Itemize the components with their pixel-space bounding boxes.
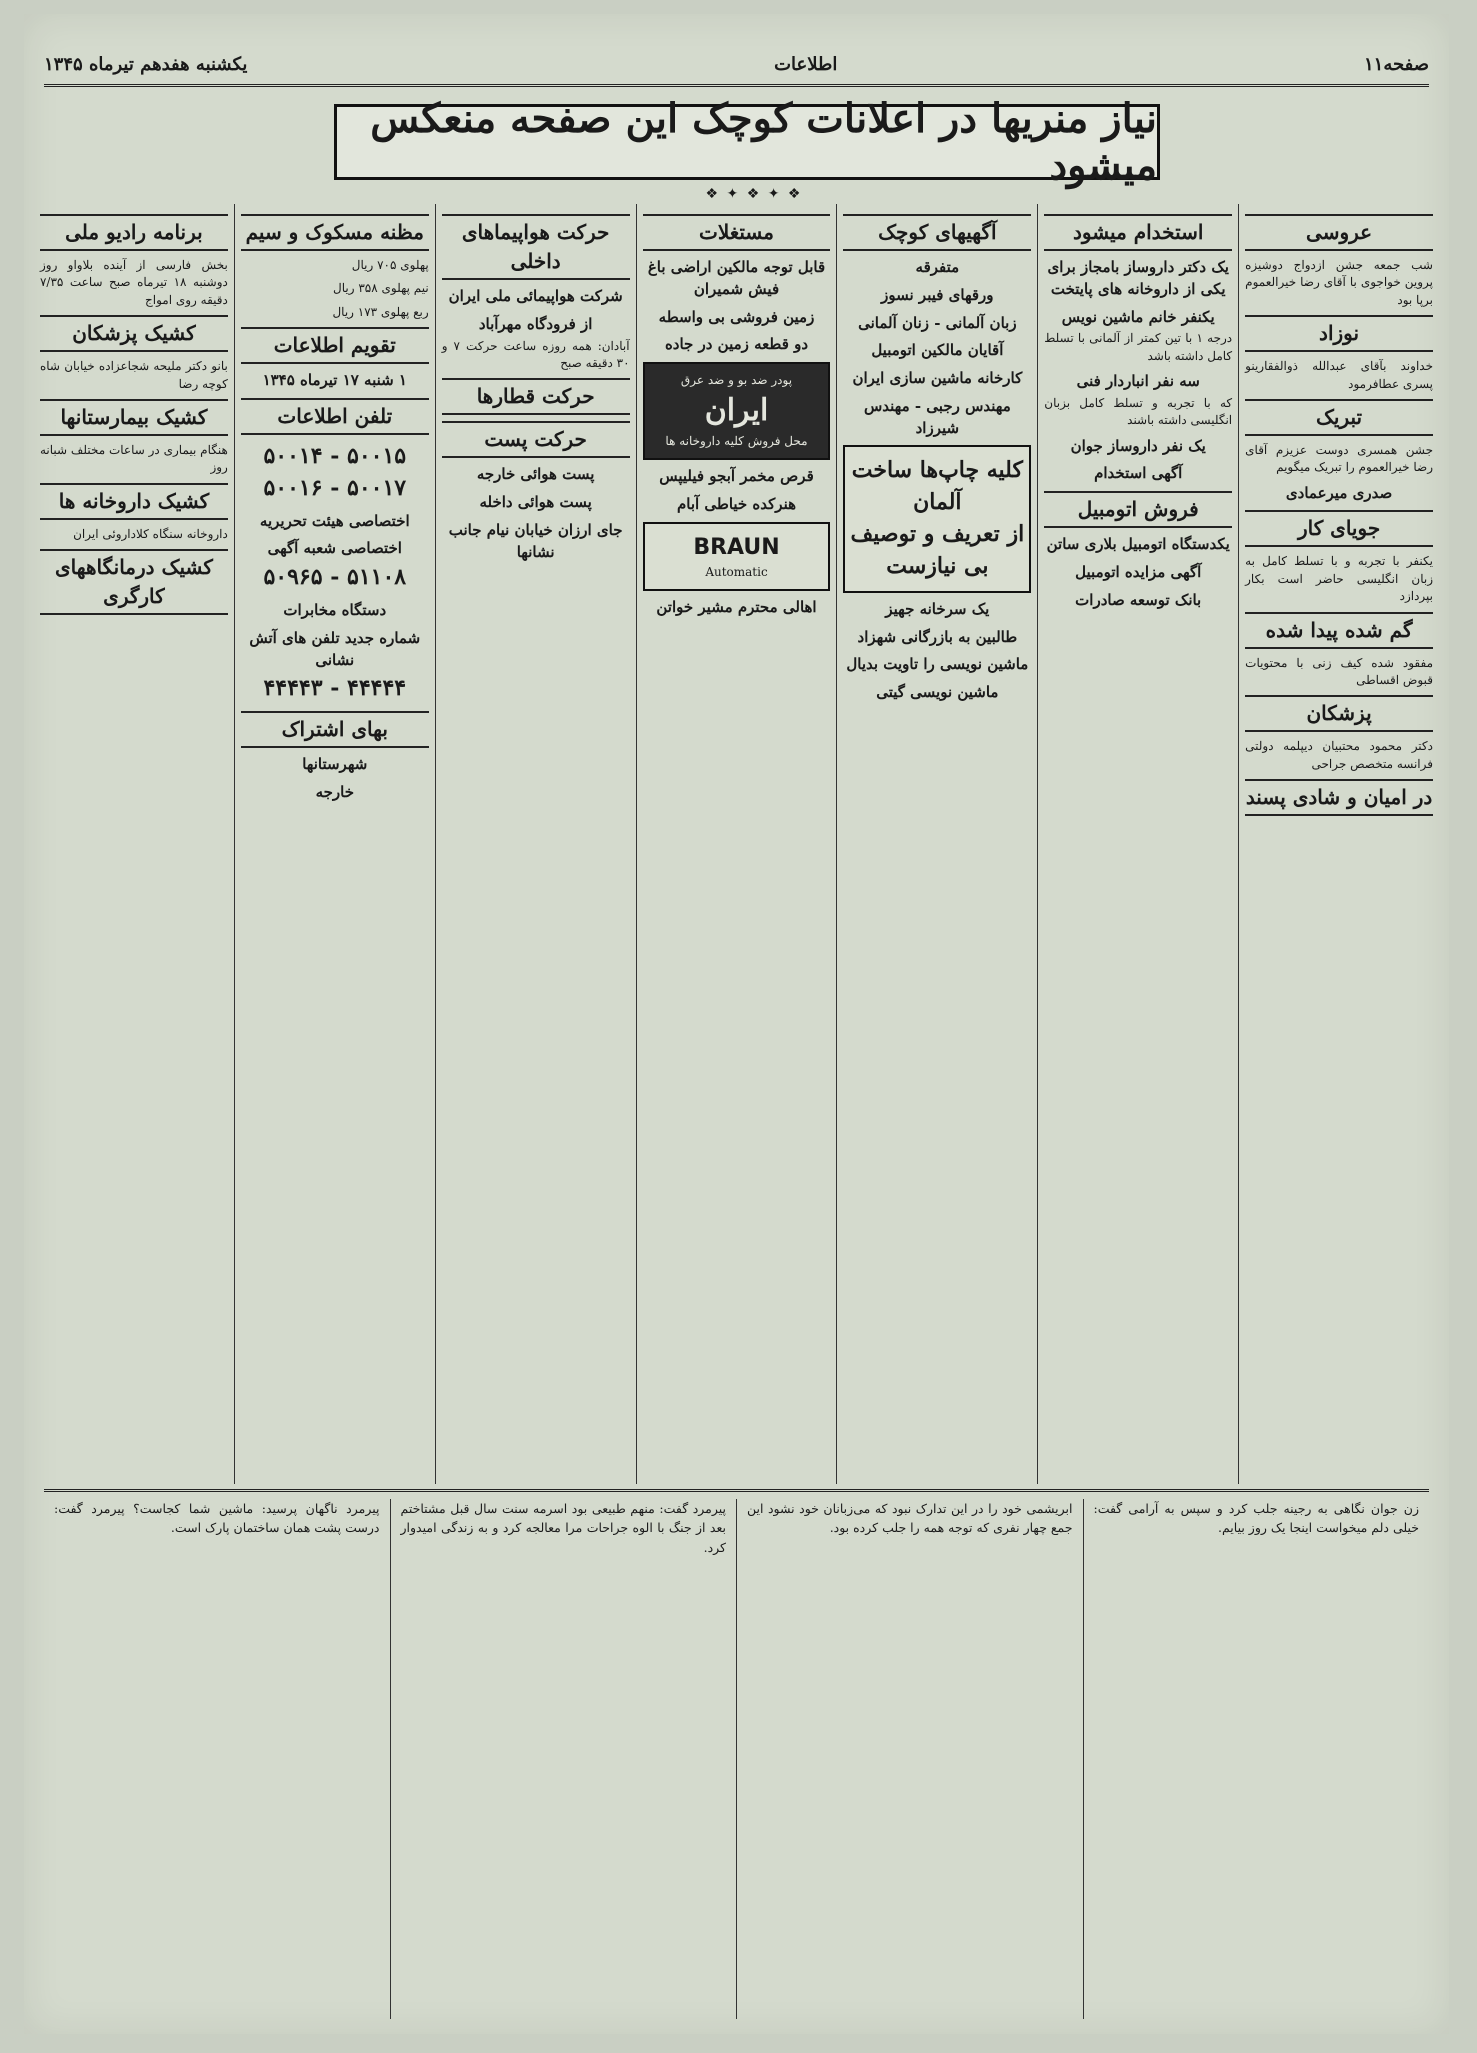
- story-text: پیرمرد ناگهان پرسید: ماشین شما کجاست؟ پیرمرد گفت: درست پشت همان ساختمان پارک است.: [54, 1501, 380, 1536]
- serial-story: [44, 1499, 1429, 2019]
- section-title: حرکت پست: [442, 421, 630, 458]
- ad-heading: طالبین به بازرگانی شهزاد: [857, 627, 1018, 646]
- advert-brand: ایران: [704, 393, 769, 429]
- section-title: آگهیهای کوچک: [843, 214, 1031, 251]
- ad-heading: زمین فروشی بی واسطه: [658, 307, 815, 326]
- deodorant-advert: [643, 362, 831, 460]
- notice-text: هنگام بیماری در ساعات مختلف شبانه روز: [39, 442, 228, 475]
- story-column: [1083, 1499, 1430, 2019]
- column-rates: [234, 204, 435, 1484]
- ad-heading: شماره جدید تلفن های آتش نشانی: [249, 628, 421, 669]
- notice-text: دکتر محمود محتبیان دیپلمه دولتی فرانسه متخصص جراحی: [1245, 739, 1433, 771]
- ad-heading: آقایان مالکین اتومبیل: [871, 341, 1004, 360]
- ad-heading: سه نفر انباردار فنی: [1076, 372, 1200, 391]
- classified-banner: نیاز منریها در اعلانات کوچک این صفحه منعکس میشود: [334, 104, 1160, 180]
- ad-heading: قابل توجه مالکین اراضی باغ فیش شمیران: [647, 258, 826, 298]
- notice-text: درجه ۱ با تین کمتر از آلمانی با تسلط کامل داشته باشد: [1044, 331, 1233, 363]
- advert-line: محل فروش کلیه داروخانه ها: [665, 433, 808, 448]
- section-title: عروسی: [1245, 214, 1433, 251]
- column-radio: [34, 204, 234, 1484]
- page-header: [44, 44, 1429, 87]
- section-title: تقویم اطلاعات: [241, 327, 429, 364]
- column-transport: [435, 204, 636, 1484]
- ad-heading: زبان آلمانی - زنان آلمانی: [858, 313, 1017, 332]
- phone-number: ۵۰۰۱۷ - ۵۰۰۱۶: [263, 474, 407, 501]
- advert-line: پودر ضد بو و ضد عرق: [680, 373, 793, 387]
- section-title: کشیک درمانگاههای کارگری: [40, 549, 228, 615]
- ad-heading: ماشین نویسی گیتی: [876, 683, 999, 702]
- column-employment: [1037, 204, 1238, 1484]
- section-title: برنامه رادیو ملی: [40, 214, 228, 251]
- ad-heading: شرکت هواپیمائی ملی ایران: [448, 287, 623, 305]
- notice-text: جشن همسری دوست عزیزم آقای رضا خیرالعموم را تبریک میگویم: [1245, 442, 1433, 475]
- section-title: تبریک: [1245, 399, 1433, 436]
- section-title: در امیان و شادی پسند: [1245, 779, 1433, 816]
- ad-heading: آگهی استخدام: [1094, 464, 1183, 483]
- column-small-ads: [836, 204, 1037, 1484]
- rate-line: ربع پهلوی ۱۷۳ ریال: [332, 304, 429, 319]
- notice-text: که با تجربه و تسلط کامل بزبان انگلیسی داشته باشند: [1044, 395, 1233, 428]
- ad-heading: قرص مخمر آبجو فیلیپس: [659, 467, 814, 486]
- braun-advert: [643, 522, 831, 591]
- story-text: پیرمرد گفت: منهم طبیعی بود اسرمه سنت سال قبل مشتاختم بعد از جنگ با الوه جراحات مرا معالجه کرد و به زندگی امیدوار کرد.: [400, 1501, 726, 1555]
- ornament-divider-icon: ❖ ✦ ❖ ✦ ❖: [705, 186, 803, 202]
- phone-number: ۵۱۱۰۸ - ۵۰۹۶۵: [263, 564, 407, 591]
- ad-heading: یک نفر داروساز جوان: [1070, 436, 1206, 455]
- section-title: جویای کار: [1245, 510, 1433, 547]
- section-title: استخدام میشود: [1044, 214, 1232, 251]
- notice-text: خداوند بآقای عبدالله ذوالفقارینو پسری عطافرمود: [1245, 359, 1433, 391]
- ad-heading: یک دکتر داروساز بامجاز برای یکی از داروخانه های پایتخت: [1047, 258, 1229, 298]
- issue-date: یکشنبه هفدهم تیرماه ۱۳۴۵: [44, 53, 248, 75]
- ad-heading: دو قطعه زمین در جاده: [664, 335, 809, 354]
- rate-line: نیم پهلوی ۳۵۸ ریال: [333, 281, 429, 296]
- ad-heading: اختصاصی شعبه آگهی: [267, 539, 402, 558]
- section-title: گم شده پیدا شده: [1245, 612, 1433, 649]
- ad-heading: هنرکده خیاطی آبام: [676, 495, 797, 514]
- story-column: [44, 1499, 390, 2019]
- ad-heading: ورقهای فیبر نسوز: [881, 285, 994, 304]
- story-column: [390, 1499, 737, 2019]
- ad-heading: پست هوائی داخله: [479, 493, 592, 512]
- ad-heading: دستگاه مخابرات: [283, 601, 387, 620]
- section-title: نوزاد: [1245, 315, 1433, 352]
- section-title: بهای اشتراک: [241, 711, 429, 748]
- story-text: ابریشمی خود را در این تدارک نبود که می‌زبانان خود نشود این جمع چهار نفری که توجه همه را جلب کرده بود.: [747, 1501, 1073, 1536]
- section-title: حرکت هواپیماهای داخلی: [442, 214, 630, 280]
- section-title: تلفن اطلاعات: [241, 398, 429, 435]
- section-title: کشیک پزشکان: [40, 315, 228, 352]
- notice-text: بخش فارسی از آینده بلاواو روز دوشنبه ۱۸ تیرماه صبح ساعت ۷/۳۵ دقیقه روی امواج: [39, 258, 228, 307]
- section-title: حرکت قطارها: [442, 378, 630, 415]
- advert-line: کلیه چاپ‌ها ساخت آلمان: [851, 457, 1023, 516]
- notice-text: مفقود شده کیف زنی با محتویات قبوض اقساطی: [1245, 655, 1433, 688]
- ad-heading: پست هوائی خارجه: [476, 465, 595, 484]
- ad-heading: اختصاصی هیئت تحریریه: [259, 511, 410, 530]
- ad-heading: از فرودگاه مهرآباد: [478, 314, 593, 333]
- section-title: فروش اتومبیل: [1044, 491, 1232, 528]
- brand-tagline: Automatic: [705, 564, 768, 579]
- ad-heading: یکنفر خانم ماشین نویس: [1061, 307, 1215, 326]
- ad-heading: اهالی محترم مشیر خواتن: [656, 598, 817, 617]
- ad-heading: خارجه: [315, 782, 354, 801]
- phone-number: ۵۰۰۱۵ - ۵۰۰۱۴: [263, 442, 407, 469]
- notice-text: آبادان: همه روزه ساعت حرکت ۷ و ۳۰ دقیقه صبح: [441, 338, 630, 370]
- story-text: زن جوان نگاهی به رجینه جلب کرد و سپس به آرامی گفت: خیلی دلم میخواست اینجا یک روز بیایم.: [1093, 1501, 1419, 1536]
- newspaper-name: اطلاعات: [774, 53, 838, 75]
- brand-logo: BRAUN: [693, 534, 780, 560]
- signature: صدری میرعمادی: [1285, 483, 1393, 502]
- column-weddings: [1238, 204, 1439, 1484]
- notice-text: یکنفر با تجربه و با تسلط کامل به زبان انگلیسی حاضر است بکار بپردازد: [1245, 554, 1433, 604]
- ad-heading: شهرستانها: [302, 755, 368, 774]
- fire-phone-number: ۴۴۴۴۴ - ۴۴۴۴۳: [263, 675, 407, 702]
- notice-text: داروخانه سنگاه کلاداروئی ایران: [73, 526, 228, 541]
- ad-heading: بانک توسعه صادرات: [1075, 590, 1202, 609]
- calendar-date: ۱ شنبه ۱۷ تیرماه ۱۳۴۵: [262, 371, 407, 390]
- section-title: کشیک داروخانه ها: [40, 483, 228, 520]
- ad-heading: یک سرخانه جهیز: [885, 599, 990, 618]
- story-column: [736, 1499, 1083, 2019]
- ad-heading: یکدستگاه اتومبیل بلاری ساتن: [1046, 535, 1230, 554]
- section-title: مستغلات: [643, 214, 831, 251]
- ad-heading: مهندس رجبی - مهندس شیرزاد: [863, 396, 1011, 437]
- rate-line: پهلوی ۷۰۵ ریال: [351, 258, 429, 272]
- advert-line: از تعریف و توصیف بی نیازست: [850, 521, 1025, 579]
- classified-columns: [34, 204, 1439, 1484]
- ad-heading: ماشین نویسی را تاویت بدیال: [846, 655, 1029, 674]
- column-real-estate: [636, 204, 837, 1484]
- notice-text: شب جمعه جشن ازدواج دوشیزه پروین خواجوی با آقای رضا خیرالعموم برپا بود: [1245, 258, 1433, 307]
- ad-heading: آگهی مزایده اتومبیل: [1075, 562, 1202, 581]
- camera-advert: [843, 445, 1031, 593]
- newspaper-page: [24, 14, 1449, 2034]
- ad-heading: متفرقه: [915, 258, 960, 276]
- ad-heading: کارخانه ماشین سازی ایران: [852, 369, 1023, 387]
- page-number: صفحه۱۱: [1363, 53, 1429, 75]
- ad-heading: جای ارزان خیابان نیام جانب نشانها: [448, 520, 623, 561]
- section-divider: [44, 1489, 1429, 1492]
- notice-text: بانو دکتر ملیحه شجاعزاده خیابان شاه کوچه رضا: [39, 359, 228, 391]
- section-title: کشیک بیمارستانها: [40, 399, 228, 436]
- section-title: مظنه مسکوک و سیم: [241, 214, 429, 251]
- section-title: پزشکان: [1245, 695, 1433, 732]
